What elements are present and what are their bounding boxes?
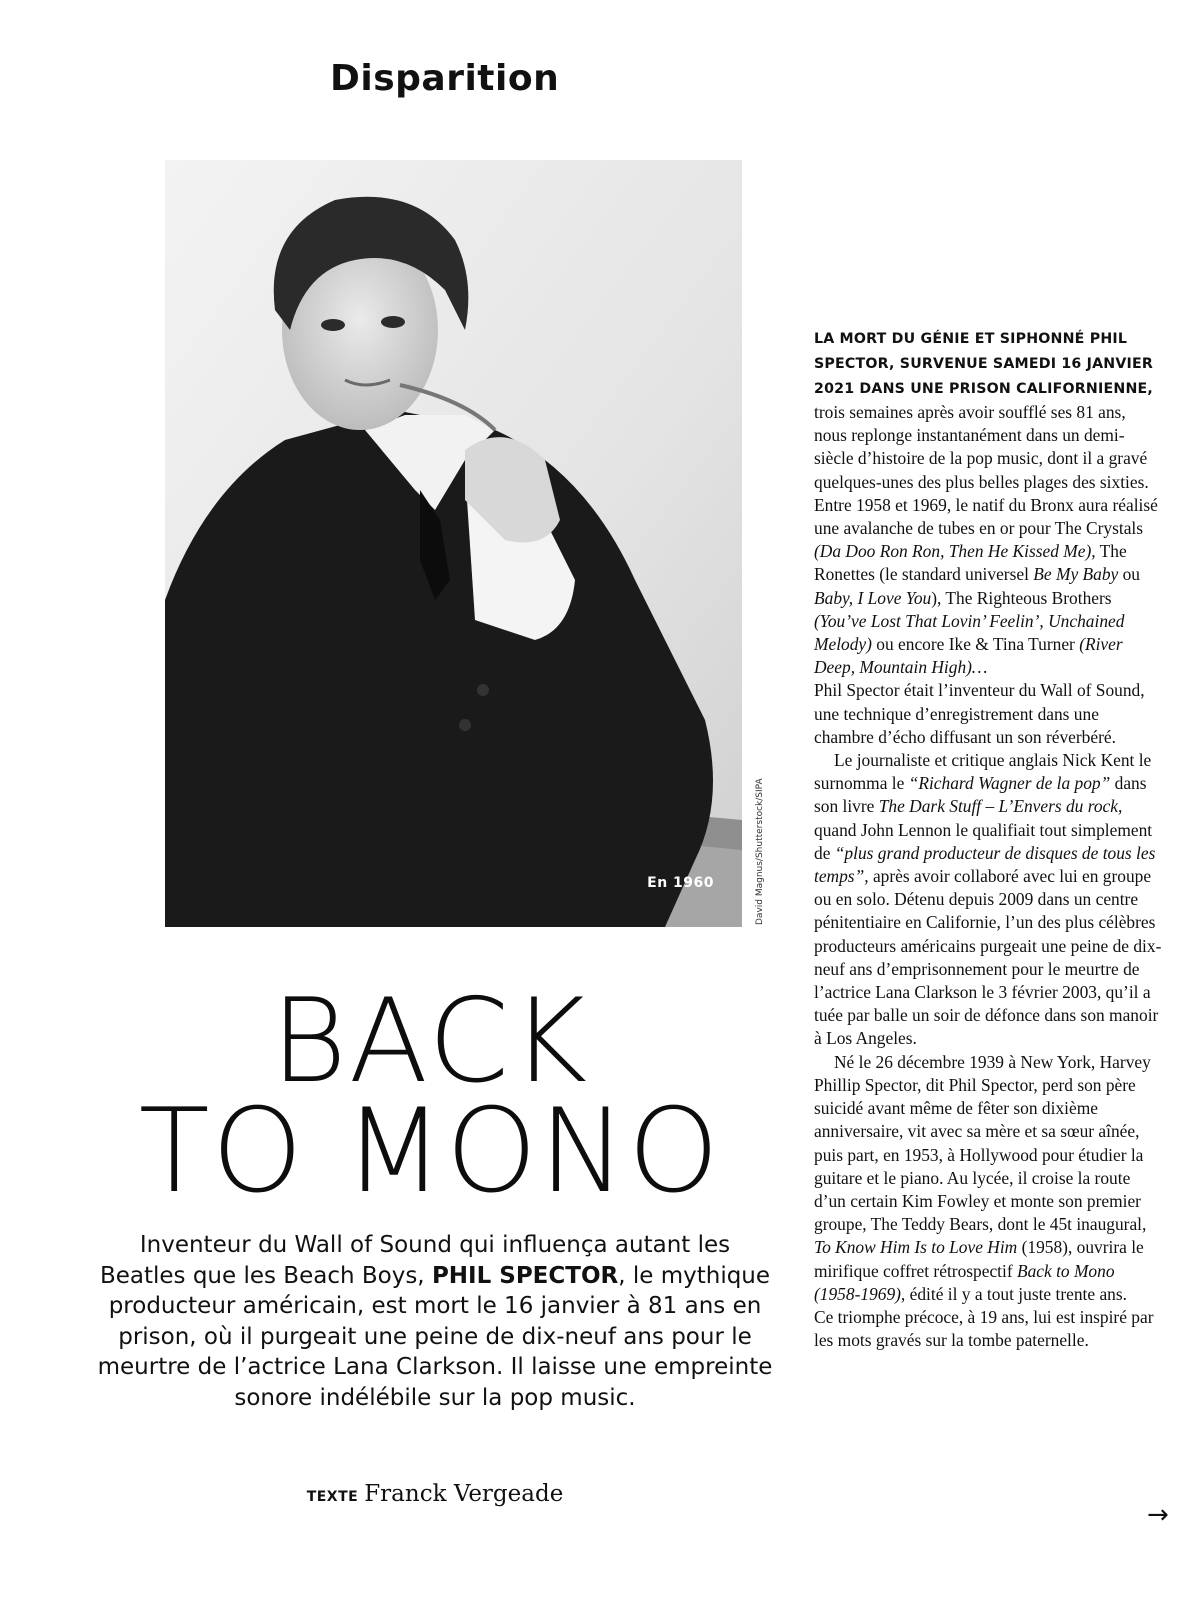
photo-credit: David Magnus/Shutterstock/SIPA	[755, 778, 765, 925]
article-italic: The Dark Stuff – L’Envers du rock,	[878, 796, 1123, 817]
article-italic: Baby, I Love You	[814, 587, 932, 608]
article-text: The Ronettes (le standard universel	[814, 541, 1127, 585]
arrow-right-icon: →	[1147, 1500, 1169, 1530]
article-italic: “Richard Wagner de la pop”	[908, 773, 1111, 794]
byline-label: TEXTE	[306, 1489, 359, 1505]
article-text: après avoir collaboré avec lui en groupe ou en solo. Détenu depuis 2009 dans un centre pénitentiaire en Californie, l’un des plus célèbres producteurs américains purgeait une peine de dix-neuf ans d’emprisonnement pour le meurtre de l’actrice Lana Clarkson le 3 février 2003, qu’il a tuée par balle un soir de défonce dans son manoir à Los Angeles.	[814, 866, 1162, 1049]
standfirst-part-2: , le mythique producteur américain, est mort le 16 janvier à 81 ans en prison, où il purgeait une peine de dix-neuf ans pour le meurtre de l’actrice Lana Clarkson. Il laisse une empreinte sonore indélébile sur la pop music.	[97, 1262, 773, 1411]
article-paragraph	[814, 1051, 1162, 1306]
byline	[95, 1478, 775, 1508]
section-heading: Disparition	[330, 58, 560, 99]
byline-author: Franck Vergeade	[364, 1481, 564, 1507]
article-italic: “plus grand producteur de disques de tous les temps”,	[814, 842, 1156, 887]
article-italic: To Know Him Is to Love Him	[814, 1237, 1018, 1258]
article-paragraph: Ce triomphe précoce, à 19 ans, lui est inspiré par les mots gravés sur la tombe paternelle.	[814, 1306, 1154, 1351]
article-text: ), The Righteous Brothers	[931, 587, 1112, 608]
article-italic: (You’ve Lost That Lovin’ Feelin’, Unchained Melody)	[814, 610, 1125, 655]
article-text: édité il y a tout juste trente ans.	[905, 1283, 1127, 1304]
article-italic: (River Deep, Mountain High)…	[814, 634, 1123, 678]
article-text: ou encore Ike & Tina Turner	[871, 634, 1080, 655]
article-italic: (Da Doo Ron Ron, Then He Kissed Me),	[814, 541, 1096, 562]
article-text: ou	[1118, 564, 1140, 585]
article-text: dans son livre	[814, 773, 1147, 817]
headline-line-1: BACK	[270, 974, 590, 1109]
article-text: (1958), ouvrira le mirifique coffret rétrospectif	[814, 1237, 1144, 1281]
article-body	[814, 326, 1162, 1352]
article-text: Né le 26 décembre 1939 à New York, Harvey Phillip Spector, dit Phil Spector, perd son père suicidé avant même de fêter son dixième anniversaire, vit avec sa mère et sa sœur aînée, puis part, en 1953, à Hollywood pour étudier la guitare et le piano. Au lycée, il croise la route d’un certain Kim Fowley et monte son premier groupe, The Teddy Bears, dont le 45t inaugural,	[814, 1051, 1151, 1235]
article-paragraph	[814, 326, 1162, 679]
portrait-photo	[165, 160, 742, 927]
standfirst	[95, 1230, 775, 1413]
article-lead: LA MORT DU GÉNIE ET SIPHONNÉ PHIL SPECTOR, SURVENUE SAMEDI 16 JANVIER 2021 DANS UNE PRISON CALIFORNIENNE,	[814, 331, 1154, 397]
standfirst-part-1: Inventeur du Wall of Sound qui influença autant les Beatles que les Beach Boys,	[99, 1232, 731, 1289]
article-paragraph	[814, 749, 1162, 1051]
article-paragraph: Phil Spector était l’inventeur du Wall of Sound, une technique d’enregistrement dans une chambre d’écho diffusant un son réverbéré.	[814, 680, 1145, 747]
article-text: quand John Lennon le qualifiait tout simplement de	[814, 819, 1153, 863]
article-italic: Back to Mono (1958-1969),	[814, 1260, 1115, 1304]
standfirst-bold-name: PHIL SPECTOR	[431, 1262, 619, 1289]
article-italic: Be My Baby	[1033, 564, 1119, 585]
article-text: trois semaines après avoir soufflé ses 81 ans, nous replonge instantanément dans un demi-siècle d’histoire de la pop music, dont il a gravé quelques-unes des plus belles plages des sixties. Entre 1958 et 1969, le natif du Bronx aura réalisé une avalanche de tubes en or pour The Crystals	[814, 402, 1158, 539]
article-text: Le journaliste et critique anglais Nick Kent le surnomma le	[814, 750, 1152, 794]
headline-line-2: TO MONO	[138, 1084, 722, 1219]
photo-caption: En 1960	[647, 875, 714, 891]
